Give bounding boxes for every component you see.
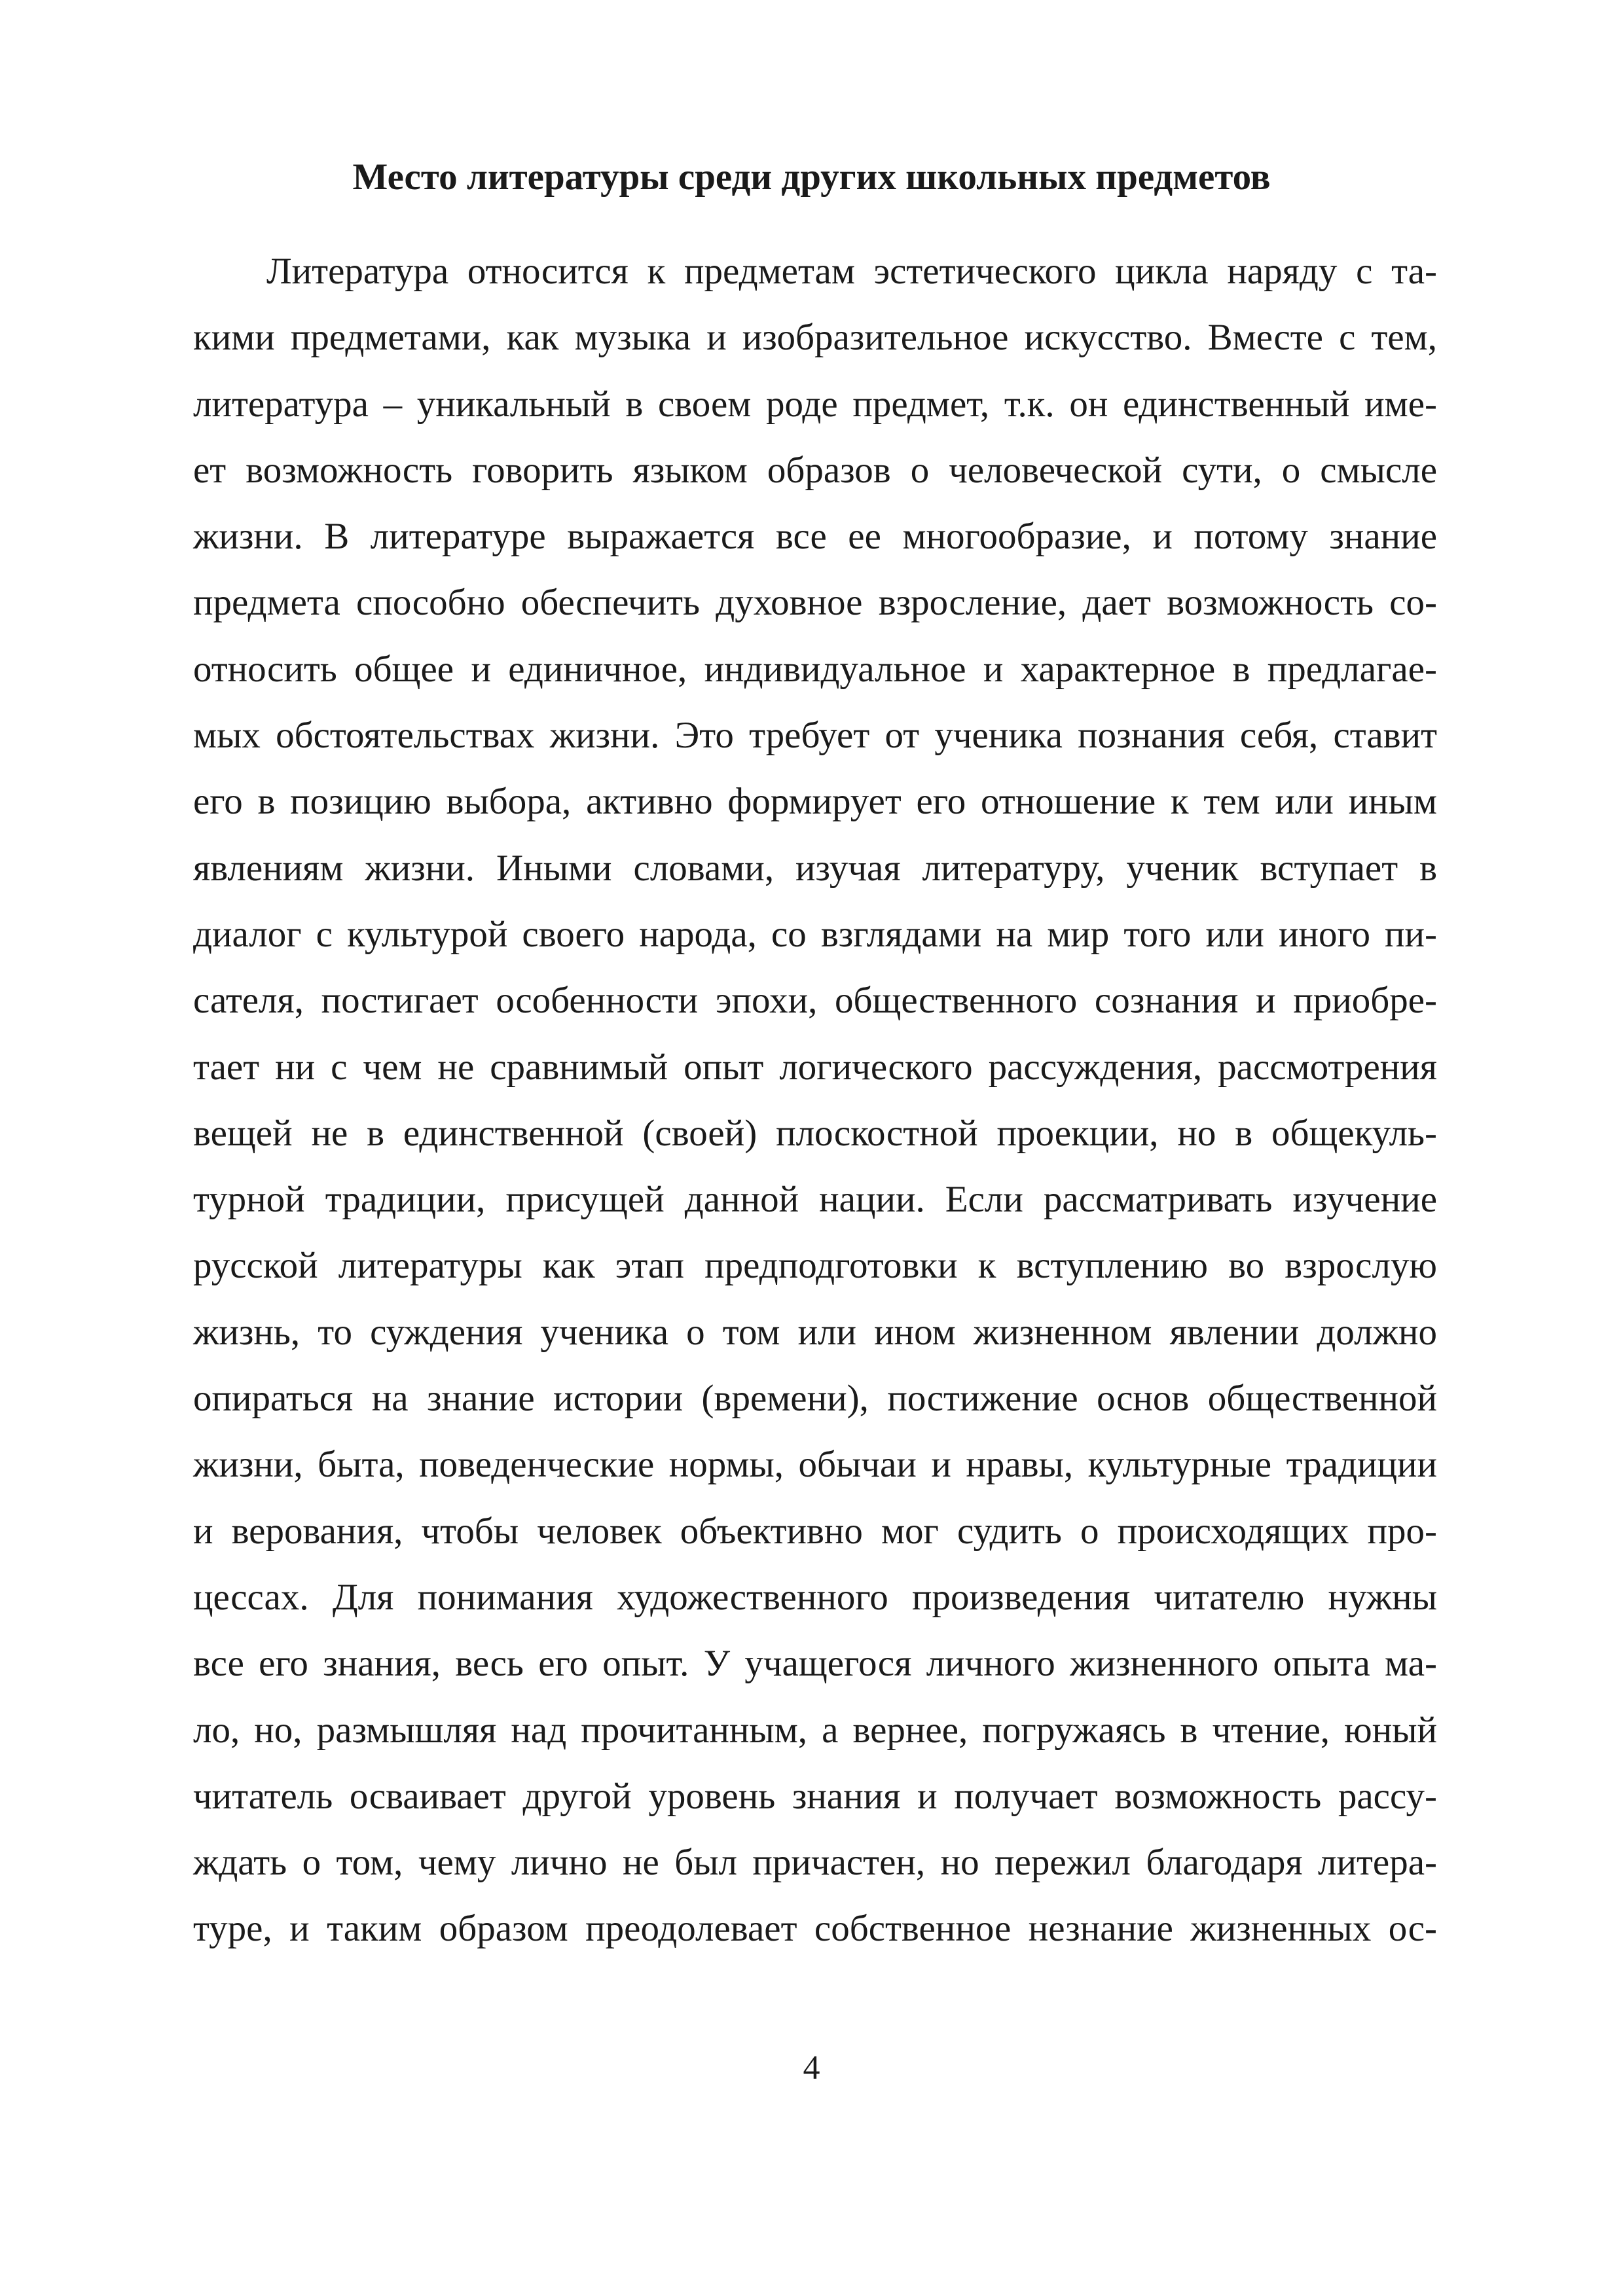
text-line: ло, но, размышляя над прочитанным, а вернее, погружаясь в чтение, юный	[193, 1709, 1437, 1751]
text-line: цессах. Для понимания художественного произведения читателю нужны	[193, 1576, 1437, 1618]
text-line: диалог с культурой своего народа, со взглядами на мир того или иного пи-	[193, 913, 1437, 955]
text-line: мых обстоятельствах жизни. Это требует от ученика познания себя, ставит	[193, 715, 1437, 757]
text-line: Литература относится к предметам эстетического цикла наряду с та-	[266, 251, 1437, 292]
text-line: русской литературы как этап предподготовки к вступлению во взрослую	[193, 1245, 1437, 1287]
text-line: все его знания, весь его опыт. У учащегося личного жизненного опыта ма-	[193, 1643, 1437, 1685]
text-line: туре, и таким образом преодолевает собственное незнание жизненных ос-	[193, 1908, 1437, 1950]
text-line: явлениям жизни. Иными словами, изучая литературу, ученик вступает в	[193, 847, 1437, 889]
text-line: сателя, постигает особенности эпохи, общественного сознания и приобре-	[193, 980, 1437, 1022]
text-line: турной традиции, присущей данной нации. Если рассматривать изучение	[193, 1179, 1437, 1221]
text-line: читатель осваивает другой уровень знания и получает возможность рассу-	[193, 1775, 1437, 1817]
text-line: опираться на знание истории (времени), постижение основ общественной	[193, 1378, 1437, 1420]
text-line: жизни, быта, поведенческие нормы, обычаи и нравы, культурные традиции	[193, 1444, 1437, 1486]
text-line: кими предметами, как музыка и изобразительное искусство. Вместе с тем,	[193, 317, 1437, 359]
page-number: 4	[803, 2049, 820, 2087]
text-line: литература – уникальный в своем роде предмет, т.к. он единственный име-	[193, 383, 1437, 425]
text-line: жизни. В литературе выражается все ее многообразие, и потому знание	[193, 516, 1437, 558]
text-line: тает ни с чем не сравнимый опыт логического рассуждения, рассмотрения	[193, 1046, 1437, 1088]
text-line: и верования, чтобы человек объективно мог судить о происходящих про-	[193, 1510, 1437, 1552]
text-line: относить общее и единичное, индивидуальное и характерное в предлагае-	[193, 648, 1437, 690]
text-line: жизнь, то суждения ученика о том или ином жизненном явлении должно	[193, 1311, 1437, 1353]
text-line: ет возможность говорить языком образов о человеческой сути, о смысле	[193, 449, 1437, 491]
text-line: вещей не в единственной (своей) плоскостной проекции, но в общекуль-	[193, 1112, 1437, 1154]
text-line: ждать о том, чему лично не был причастен, но пережил благодаря литера-	[193, 1842, 1437, 1884]
page-title: Место литературы среди других школьных предметов	[352, 156, 1271, 198]
text-line: его в позицию выбора, активно формирует его отношение к тем или иным	[193, 781, 1437, 823]
text-line: предмета способно обеспечить духовное взросление, дает возможность со-	[193, 582, 1437, 624]
body-paragraph	[193, 238, 1437, 1962]
